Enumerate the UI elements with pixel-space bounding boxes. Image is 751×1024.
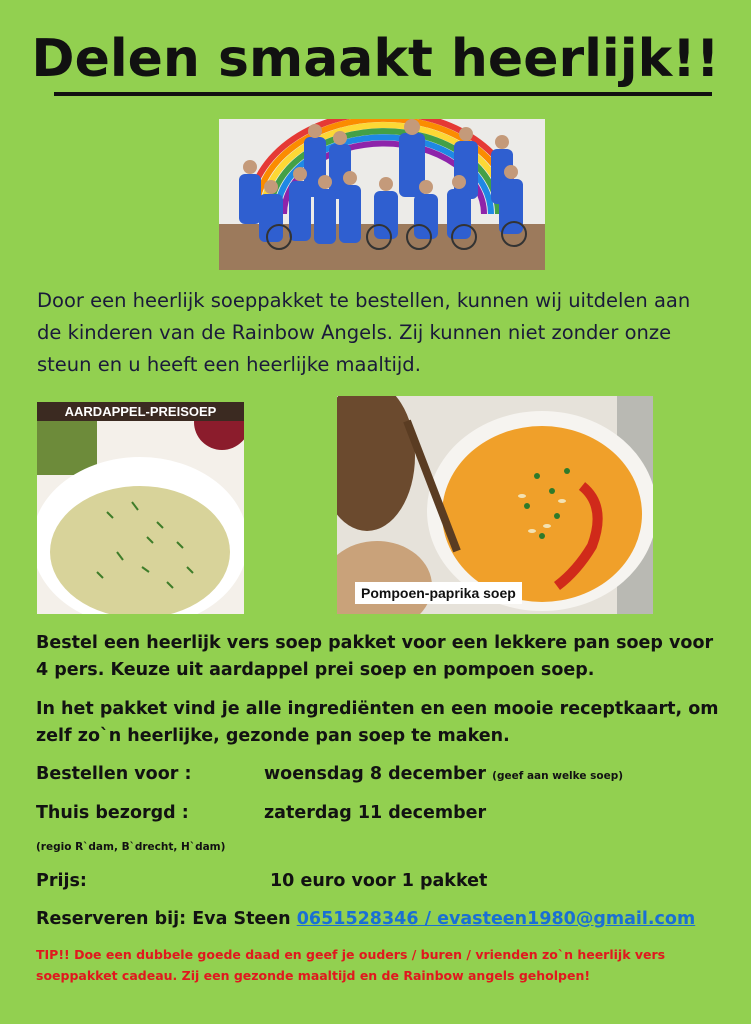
reserve-contact-link[interactable]: 0651528346 / evasteen1980@gmail.com xyxy=(296,909,696,929)
order-before-label: Bestellen voor : xyxy=(36,764,192,784)
delivery-region: (regio R`dam, B`drecht, H`dam) xyxy=(36,841,226,853)
soup2-label: Pompoen-paprika soep xyxy=(355,582,522,604)
reserve-label: Reserveren bij: Eva Steen xyxy=(36,909,291,929)
order-before-row xyxy=(36,764,191,784)
price-value: 10 euro voor 1 pakket xyxy=(270,871,488,891)
page-title: Delen smaakt heerlijk!! xyxy=(31,29,720,89)
order-before-value-row xyxy=(264,764,623,784)
pompoen-paprika-soep-photo xyxy=(337,396,653,614)
reserve-row xyxy=(36,909,695,929)
order-before-date: woensdag 8 december xyxy=(264,764,487,784)
delivery-label: Thuis bezorgd : xyxy=(36,803,189,823)
tip-text: TIP!! Doe een dubbele goede daad en geef je ouders / buren / vrienden zo`n heerlijk vers soeppakket cadeau. Zij een gezonde maaltijd en de Rainbow angels geholpen! xyxy=(36,947,666,983)
aardappel-preisoep-photo xyxy=(37,402,244,614)
order-paragraph: Bestel een heerlijk vers soep pakket voor een lekkere pan soep voor 4 pers. Keuze uit aardappel prei soep en pompoen soep. xyxy=(36,633,714,680)
soup1-label: AARDAPPEL-PREISOEP xyxy=(37,402,244,421)
title-underline xyxy=(54,92,712,96)
delivery-date: zaterdag 11 december xyxy=(264,803,487,823)
package-paragraph: In het pakket vind je alle ingrediënten en een mooie receptkaart, om zelf zo`n heerlijke, gezonde pan soep te maken. xyxy=(36,699,719,746)
intro-paragraph: Door een heerlijk soeppakket te bestellen, kunnen wij uitdelen aan de kinderen van de Rainbow Angels. Zij kunnen niet zonder onze steun en u heeft een heerlijke maaltijd. xyxy=(37,289,691,376)
order-before-note: (geef aan welke soep) xyxy=(492,770,624,782)
price-label: Prijs: xyxy=(36,871,87,891)
rainbow-angels-group-photo xyxy=(219,119,545,270)
